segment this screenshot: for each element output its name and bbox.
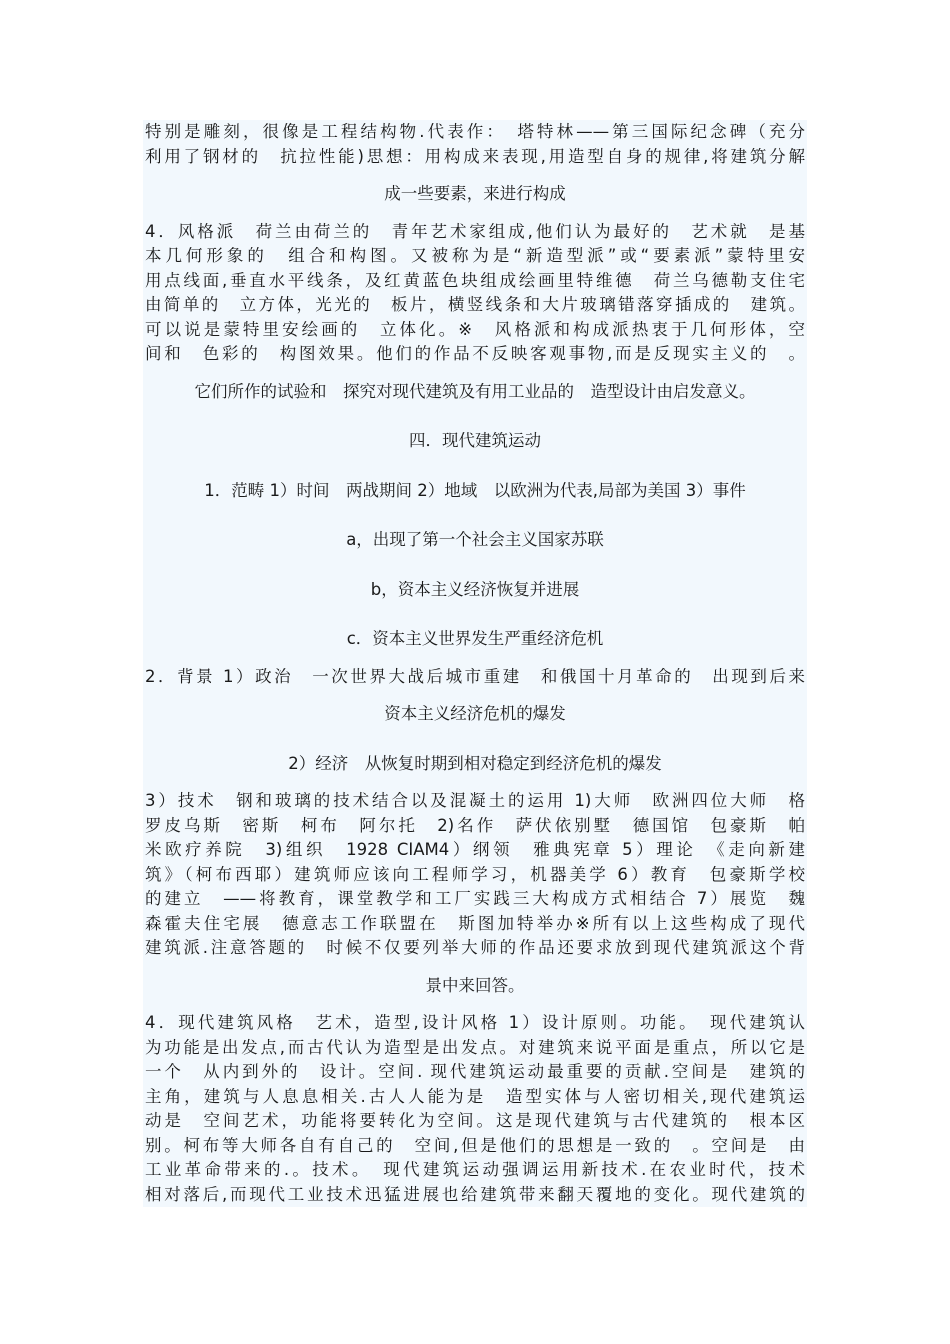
para-style-l1: 4．现代建筑风格 艺术，造型,设计风格 1）设计原则。功能。 现代建筑认 xyxy=(145,1013,805,1032)
para-technology-l6: 森霍夫住宅展 德意志工作联盟在 斯图加特举办※所有以上这些构成了现代 xyxy=(145,913,805,933)
document-body xyxy=(143,120,807,1207)
section-heading-modern-movement: 四．现代建筑运动 xyxy=(409,431,541,450)
para-style-l7: 工业革命带来的.。技术。 现代建筑运动强调运用新技术.在农业时代，技术 xyxy=(145,1160,805,1179)
para-technology-l1: 3）技术 钢和玻璃的技术结合以及混凝土的运用 1)大师 欧洲四位大师 格 xyxy=(145,791,805,810)
para-background-l2: 资本主义经济危机的爆发 xyxy=(384,704,566,723)
para-style-l6: 别。柯布等大师各自有自己的 空间,但是他们的思想是一致的 。空间是 由 xyxy=(145,1135,805,1155)
para-event-b: b，资本主义经济恢复并进展 xyxy=(370,579,580,599)
para-style-l8: 相对落后,而现代工业技术迅猛进展也给建筑带来翻天覆地的变化。现代建筑的 xyxy=(145,1184,805,1204)
para-event-a: a，出现了第一个社会主义国家苏联 xyxy=(346,530,604,549)
para-destijl-l2: 本几何形象的 组合和构图。又被称为是“新造型派”或“要素派”蒙特里安 xyxy=(145,246,805,265)
para-destijl-l3: 用点线面,垂直水平线条，及红黄蓝色块组成绘画里特维德 荷兰乌德勒支住宅 xyxy=(145,270,805,290)
para-background-l1: 2．背景 1）政治 一次世界大战后城市重建 和俄国十月革命的 出现到后来 xyxy=(145,666,805,686)
para-style-l3: 一个 从内到外的 设计。空间. 现代建筑运动最重要的贡献.空间是 建筑的 xyxy=(145,1062,805,1081)
para-destijl-l1: 4．风格派 荷兰由荷兰的 青年艺术家组成,他们认为最好的 艺术就 是基 xyxy=(145,221,805,241)
para-event-c: c．资本主义世界发生严重经济危机 xyxy=(346,629,604,648)
para-style-l4: 主角，建筑与人息息相关.古人人能为是 造型实体与人密切相关,现代建筑运 xyxy=(145,1086,805,1106)
para-technology-l8: 景中来回答。 xyxy=(425,975,525,995)
para-technology-l7: 建筑派.注意答题的 时候不仅要列举大师的作品还要求放到现代建筑派这个背 xyxy=(145,938,805,957)
para-constructivism-l2: 利用了钢材的 抗拉性能)思想：用构成来表现,用造型自身的规律,将建筑分解 xyxy=(145,146,805,166)
para-destijl-l7: 它们所作的试验和 探究对现代建筑及有用工业品的 造型设计由启发意义。 xyxy=(194,381,756,401)
para-economy: 2）经济 从恢复时期到相对稳定到经济危机的爆发 xyxy=(288,753,662,773)
para-scope: 1．范畴 1）时间 两战期间 2）地域 以欧洲为代表,局部为美国 3）事件 xyxy=(204,480,746,500)
para-technology-l2: 罗皮乌斯 密斯 柯布 阿尔托 2)名作 萨伏依别墅 德国馆 包豪斯 帕 xyxy=(145,815,805,835)
para-destijl-l6: 间和 色彩的 构图效果。他们的作品不反映客观事物,而是反现实主义的 。 xyxy=(145,344,805,363)
para-style-l2: 为功能是出发点,而古代认为造型是出发点。对建筑来说平面是重点，所以它是 xyxy=(145,1037,805,1057)
para-style-l5: 动是 空间艺术，功能将要转化为空间。这是现代建筑与古代建筑的 根本区 xyxy=(145,1111,805,1130)
para-destijl-l5: 可以说是蒙特里安绘画的 立体化。※ 风格派和构成派热衷于几何形体，空 xyxy=(145,319,805,339)
para-technology-l3: 米欧疗养院 3)组织 1928 CIAM4）纲领 雅典宪章 5）理论 《走向新建 xyxy=(145,840,805,859)
para-constructivism-l3: 成一些要素，来进行构成 xyxy=(384,184,566,203)
para-technology-l4: 筑》（柯布西耶）建筑师应该向工程师学习，机器美学 6）教育 包豪斯学校 xyxy=(145,864,805,884)
para-technology-l5: 的建立 ——将教育，课堂教学和工厂实践三大构成方式相结合 7）展览 魏 xyxy=(145,889,805,908)
para-constructivism-l1: 特别是雕刻，很像是工程结构物.代表作： 塔特林——第三国际纪念碑（充分 xyxy=(145,122,805,141)
para-destijl-l4: 由简单的 立方体，光光的 板片，横竖线条和大片玻璃错落穿插成的 建筑。 xyxy=(145,295,805,314)
